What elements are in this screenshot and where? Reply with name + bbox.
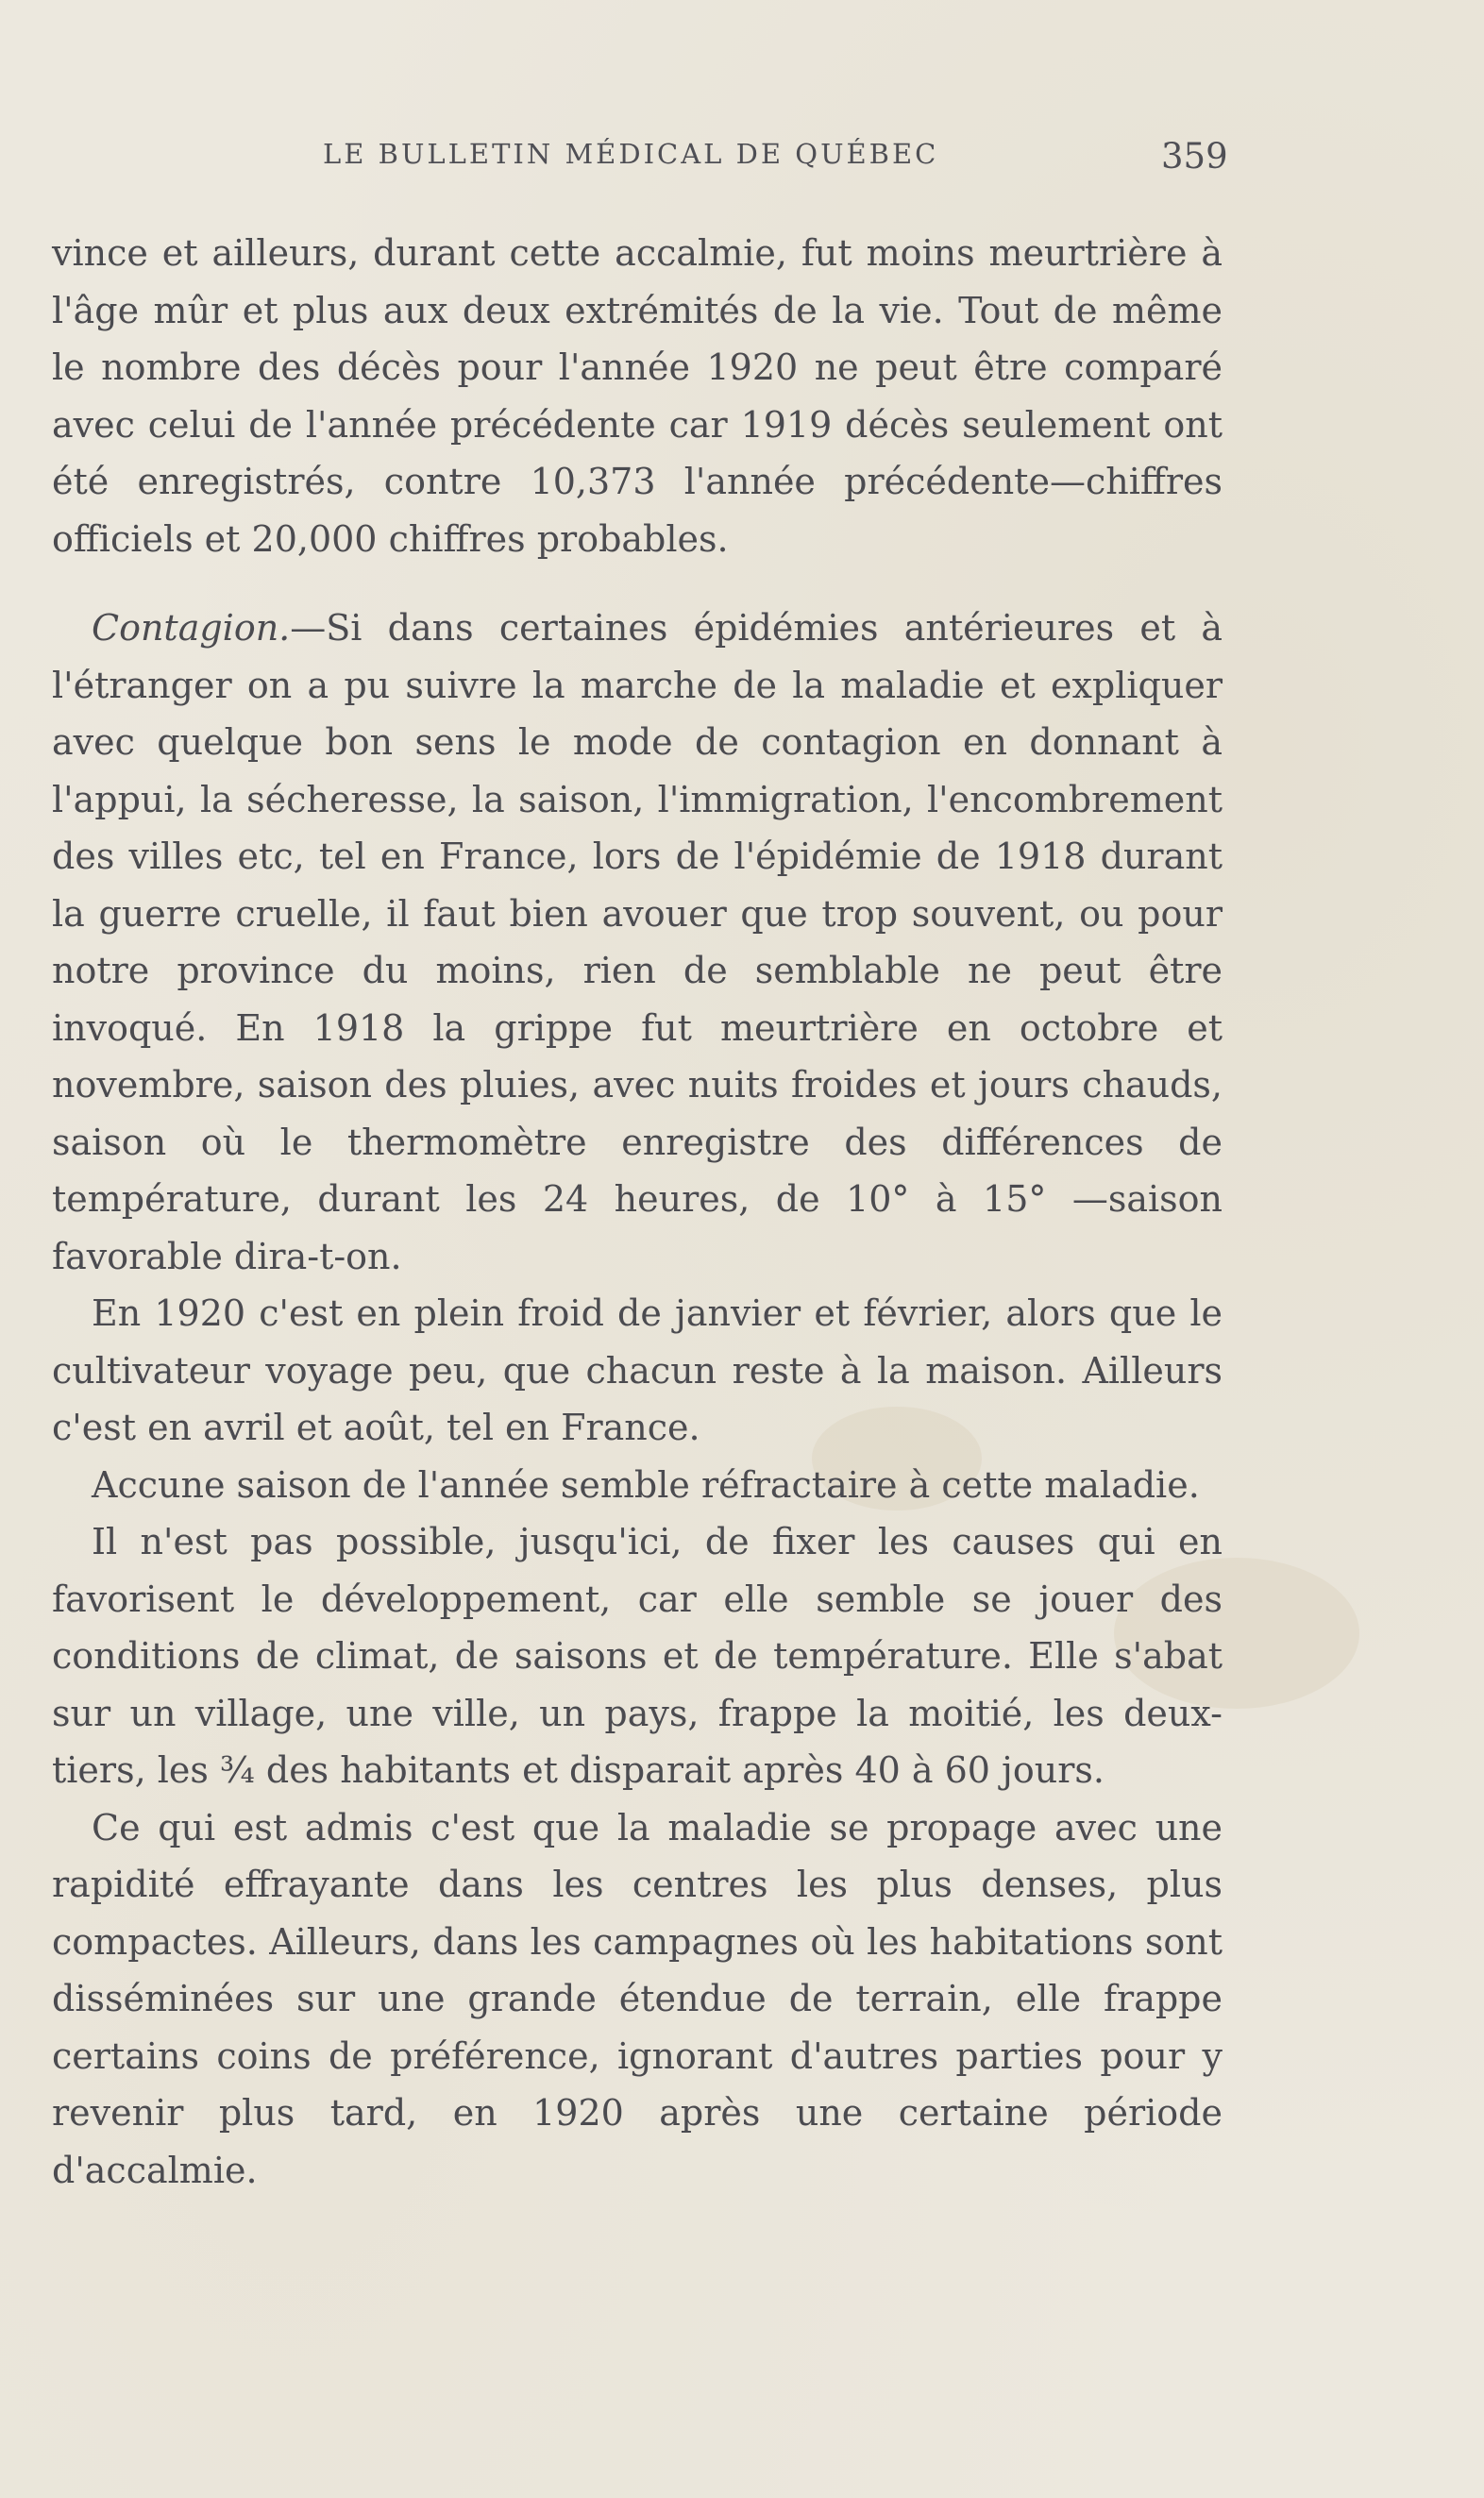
paragraph-text: Il n'est pas possible, jusqu'ici, de fixer les causes qui en favorisent le développement, car elle semble se jouer des conditions de climat, de saisons et de température. Elle s'abat sur un village, une ville, un pays, frappe la moitié, les deux-tiers, les ¾ des habitants et disparait après 40 à 60 jours. [52,1521,1223,1791]
paragraph [52,1513,1223,1799]
running-title: LE BULLETIN MÉDICAL DE QUÉBEC [323,138,939,170]
paragraph [52,225,1223,567]
paragraph-text: —Si dans certaines épidémies antérieures et à l'étranger on a pu suivre la marche de la maladie et expliquer avec quelque bon sens le mode de contagion en donnant à l'appui, la sécheresse, la saison, l'immigration, l'encombrement des villes etc, tel en France, lors de l'épidémie de 1918 durant la guerre cruelle, il faut bien avouer que trop souvent, ou pour notre province du moins, rien de semblable ne peut être invoqué. En 1918 la grippe fut meurtrière en octobre et novembre, saison des pluies, avec nuits froides et jours chauds, saison où le thermomètre enregistre des différences de température, durant les 24 heures, de 10° à 15° —saison favorable dira-t-on. [52,607,1223,1277]
paragraph-text: Ce qui est admis c'est que la maladie se propage avec une rapidité effrayante dans les centres les plus denses, plus compactes. Ailleurs, dans les campagnes où les habitations sont disséminées sur une grande étendue de terrain, elle frappe certains coins de préférence, ignorant d'autres parties pour y revenir plus tard, en 1920 après une certaine période d'accalmie. [52,1806,1223,2191]
paragraph [52,1457,1223,1514]
paragraph [52,1799,1223,2200]
page-number: 359 [1161,136,1228,177]
paragraph-text: En 1920 c'est en plein froid de janvier et février, alors que le cultivateur voyage peu, que chacun reste à la maison. Ailleurs c'est en avril et août, tel en France. [52,1292,1223,1448]
paragraph [52,599,1223,1285]
paragraph-text: vince et ailleurs, durant cette accalmie, fut moins meurtrière à l'âge mûr et plus aux deux extrémités de la vie. Tout de même le nombre des décès pour l'année 1920 ne peut être comparé avec celui de l'année précédente car 1919 décès seulement ont été enregistrés, contre 10,373 l'année précédente—chiffres officiels et 20,000 chiffres probables. [52,232,1223,560]
body-text [52,225,1223,2199]
paragraph [52,1285,1223,1457]
section-term: Contagion. [92,607,291,649]
paragraph-text: Accune saison de l'année semble réfractaire à cette maladie. [92,1463,1200,1506]
